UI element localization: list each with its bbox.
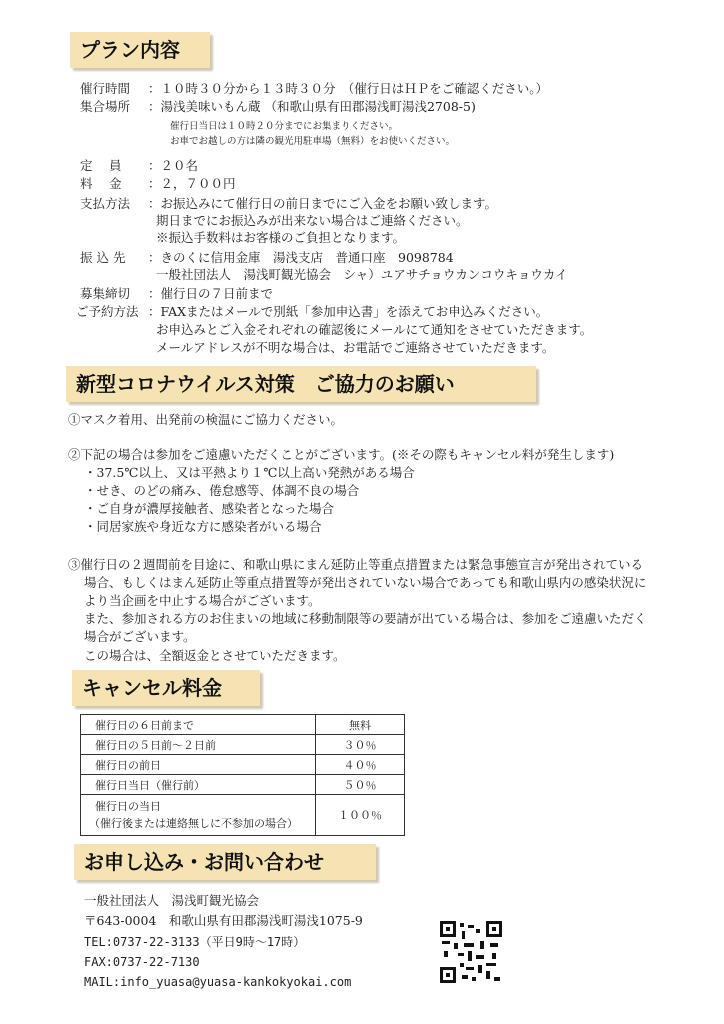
cancel-fee: １００％ <box>316 795 405 836</box>
cancel-fee: 無料 <box>316 715 405 735</box>
reserve-row <box>76 304 548 320</box>
fee-row <box>80 176 236 192</box>
bank-line-1: ：きのくに信用金庫 湯浅支店 普通口座 9098784 <box>148 250 454 265</box>
table-row <box>81 735 405 755</box>
corona-item-3-line: より当企画を中止する場合がございます。 <box>84 593 321 608</box>
cancel-when: 催行日当日（催行前） <box>81 775 316 795</box>
deadline-row <box>80 286 273 302</box>
capacity-value: ：２０名 <box>148 158 199 173</box>
corona-bullet: ・ご自身が濃厚接触者、感染者となった場合 <box>84 501 335 516</box>
corona-bullet: ・37.5℃以上、又は平熱より１℃以上高い発熱がある場合 <box>84 465 415 480</box>
plan-place-row <box>80 99 476 115</box>
payment-label: 支払方法 <box>80 196 131 211</box>
capacity-row <box>80 158 198 174</box>
contact-mail[interactable]: MAIL:info_yuasa@yuasa-kankokyokai.com <box>84 975 352 989</box>
corona-bullet: ・せき、のどの痛み、倦怠感等、体調不良の場合 <box>84 483 360 498</box>
corona-heading: 新型コロナウイルス対策 ご協力のお願い <box>66 366 536 402</box>
corona-bullet: ・同居家族や身近な方に感染者がいる場合 <box>84 519 322 534</box>
cancel-fee: ４０％ <box>316 755 405 775</box>
bank-row <box>80 250 454 266</box>
cancel-fee: ５０％ <box>316 775 405 795</box>
plan-time-row <box>80 81 548 97</box>
capacity-label: 定 員 <box>80 158 122 173</box>
table-row <box>81 755 405 775</box>
cancel-when-sub: （催行後または連絡無しに不参加の場合） <box>89 817 298 830</box>
qr-code-icon <box>440 921 502 983</box>
place-label: 集合場所 <box>80 99 131 114</box>
deadline-label: 募集締切 <box>80 286 131 301</box>
cancel-fee: ３０％ <box>316 735 405 755</box>
contact-heading: お申し込み・お問い合わせ <box>74 844 376 880</box>
time-value: ：１０時３０分から１３時３０分 （催行日はＨＰをご確認ください。） <box>148 81 549 96</box>
cancel-when: 催行日の前日 <box>81 755 316 775</box>
cancel-when-main: 催行日の当日 <box>95 800 161 813</box>
cancel-heading: キャンセル料金 <box>72 670 260 706</box>
place-note-1: 催行日当日は１０時２０分までにお集まりください。 <box>170 121 399 132</box>
corona-item-2: ②下記の場合は参加をご遠慮いただくことがございます。(※その際もキャンセル料が発生します) <box>68 447 615 462</box>
corona-item-3-line: 場合、もしくはまん延防止等重点措置等が発出されていない場合であっても和歌山県内の感染状況に <box>84 575 647 590</box>
contact-org: 一般社団法人 湯浅町観光協会 <box>84 893 260 908</box>
corona-item-3-line: 場合がございます。 <box>84 629 196 644</box>
corona-item-3-line: この場合は、全額返金とさせていただきます。 <box>84 648 346 663</box>
corona-item-3-line: ③催行日の２週間前を目途に、和歌山県にまん延防止等重点措置または緊急事態宣言が発出されている <box>68 557 644 572</box>
time-label: 催行時間 <box>80 81 131 96</box>
table-row <box>81 775 405 795</box>
payment-line-1: ：お振込みにて催行日の前日までにご入金をお願い致します。 <box>148 196 498 211</box>
cancel-when: 催行日の５日前～２日前 <box>81 735 316 755</box>
bank-label: 振 込 先 <box>80 250 126 265</box>
reserve-label: ご予約方法 <box>76 304 139 319</box>
bank-line-2: 一般社団法人 湯浅町観光協会 シャ）ユアサチョウカンコウキョウカイ <box>156 267 568 282</box>
fee-value: ：２，７００円 <box>148 176 236 191</box>
fee-label: 料 金 <box>80 176 122 191</box>
reserve-line-3: メールアドレスが不明な場合は、お電話でご連絡させていただきます。 <box>156 340 555 355</box>
payment-line-3: ※振込手数料はお客様のご負担となります。 <box>156 230 406 245</box>
table-row <box>81 795 405 836</box>
place-note-2: お車でお越しの方は隣の観光用駐車場（無料）をお使いください。 <box>170 136 456 147</box>
cancel-when: 催行日の６日前まで <box>81 715 316 735</box>
reserve-line-2: お申込みとご入金それぞれの確認後にメールにて通知をさせていただきます。 <box>156 322 593 337</box>
corona-item-3-line: また、参加される方のお住まいの地域に移動制限等の要請が出ている場合は、参加をご遠慮いただく <box>84 611 647 626</box>
cancel-when <box>81 795 316 836</box>
cancel-fee-table <box>80 714 405 836</box>
deadline-value: ：催行日の７日前まで <box>148 286 274 301</box>
contact-fax: FAX:0737-22-7130 <box>84 955 200 969</box>
place-value: ：湯浅美味いもん蔵 （和歌山県有田郡湯浅町湯浅2708-5) <box>148 99 476 114</box>
payment-line-2: 期日までにお振込みが出来ない場合はご連絡ください。 <box>156 213 469 228</box>
reserve-line-1: ：FAXまたはメールで別紙「参加申込書」を添えてお申込みください。 <box>148 304 549 319</box>
contact-tel: TEL:0737-22-3133（平日9時～17時） <box>84 935 306 949</box>
corona-item-1: ①マスク着用、出発前の検温にご協力ください。 <box>68 412 344 427</box>
plan-heading: プラン内容 <box>70 32 210 68</box>
contact-address: 〒643-0004 和歌山県有田郡湯浅町湯浅1075-9 <box>84 913 363 928</box>
payment-row <box>80 196 497 212</box>
table-row <box>81 715 405 735</box>
